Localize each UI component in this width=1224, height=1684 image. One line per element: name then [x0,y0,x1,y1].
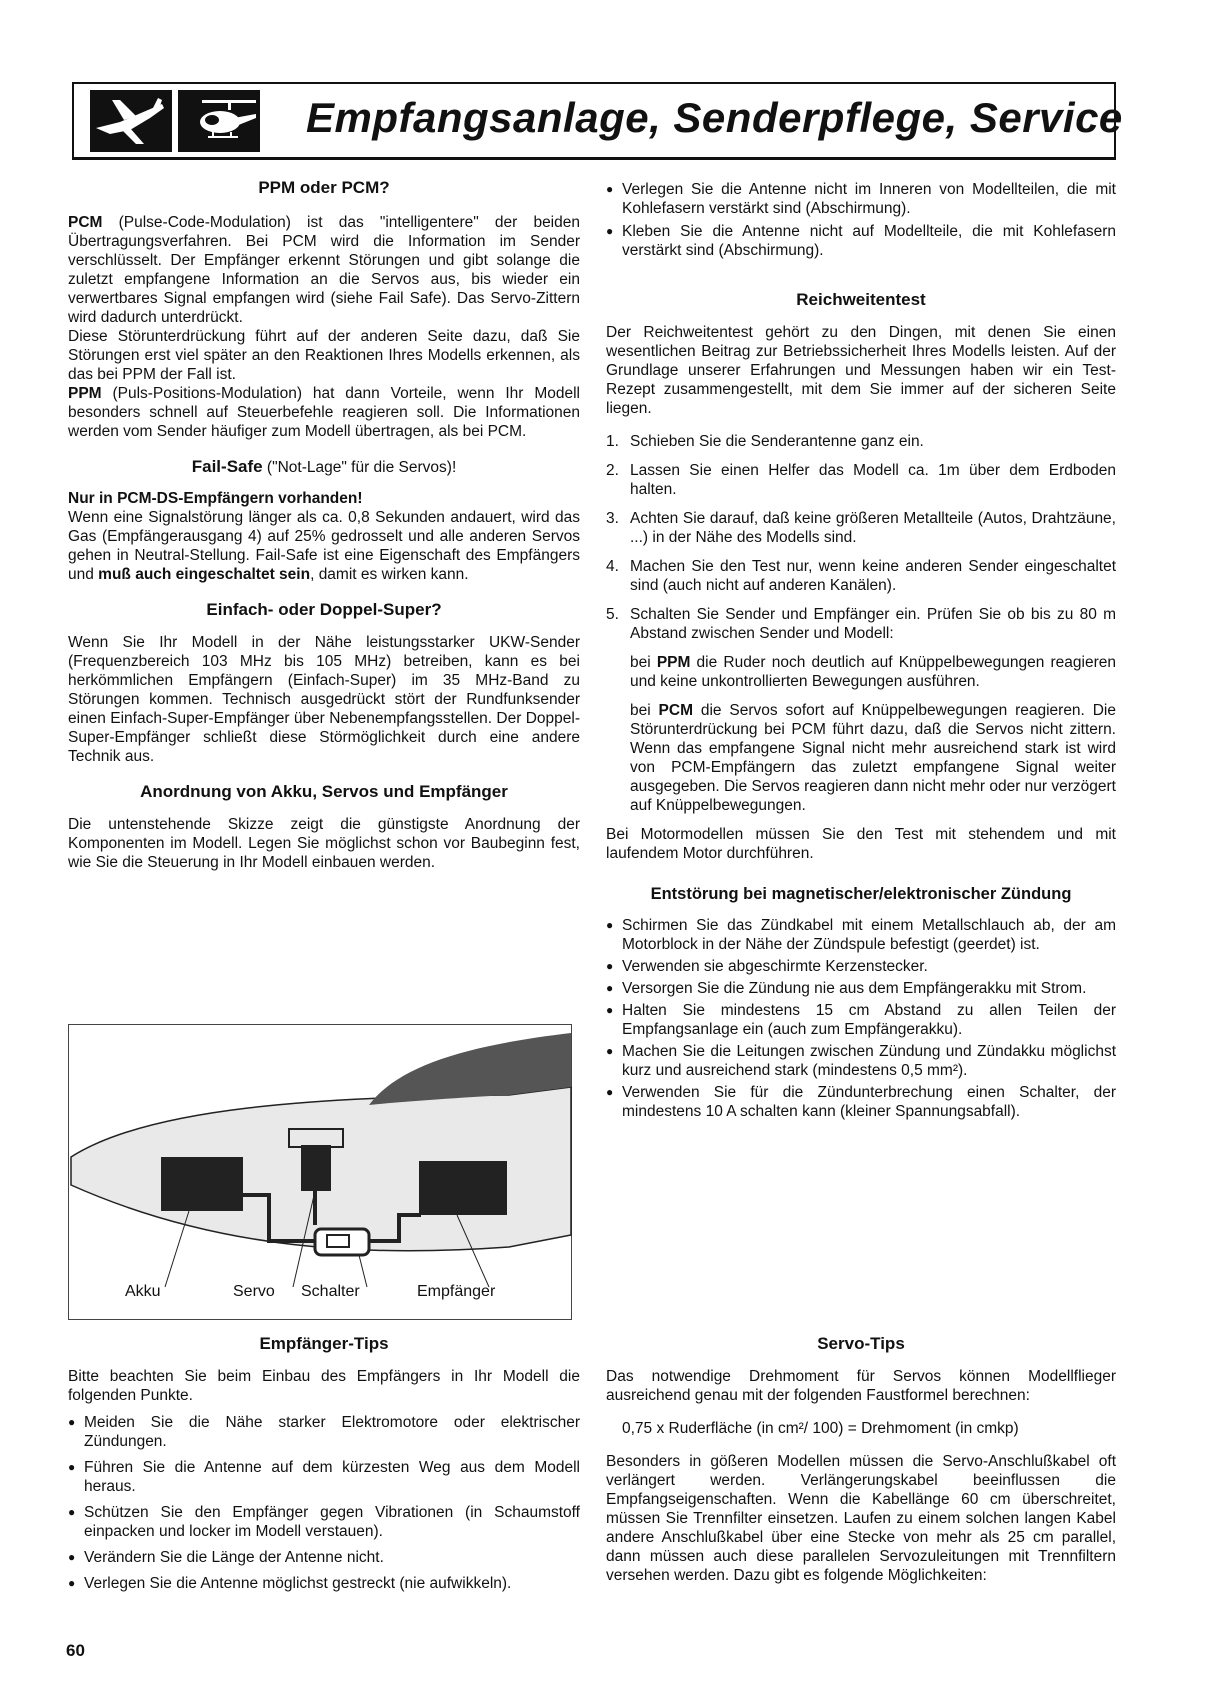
servo-block [301,1145,331,1191]
tips-item-4: ● Verändern Sie die Länge der Antenne nicht. [68,1548,580,1567]
tips-item-1: ● Meiden Sie die Nähe starker Elektromotore oder elektrischer Zündungen. [68,1413,580,1451]
motor-paragraph: Bei Motormodellen müssen Sie den Test mit stehendem und mit laufendem Motor durchführen. [606,826,1116,862]
airplane-icon [90,90,172,152]
section-heading-failsafe [68,457,580,477]
failsafe-bold-text: muß auch eingeschaltet sein [98,566,311,583]
pcm-bold: PCM [658,702,693,719]
super-paragraph: Wenn Sie Ihr Modell in der Nähe leistungsstarker UKW-Sender (Frequenzbereich 103 MHz bis 105 MHz) betreiben, kann es bei herkömmlichen Empfängern (Einfach-Super) im 35 MHz-Band zu Störungen kommen. Technisch ausgedrückt stört der Rundfunksender einen Einfach-Super-Empfänger über Nebenempfangsstellen. Der Doppel-Super-Empfänger schließt diese Störmöglichkeit durch eine andere Technik aus. [68,634,580,765]
receiver-block [419,1161,507,1215]
failsafe-rest: ("Not-Lage" für die Servos)! [262,459,457,476]
pcm-test-paragraph [606,701,1116,815]
ppm-pcm-paragraph-1 [68,213,580,327]
entstoerung-item-2: ● Verwenden sie abgeschirmte Kerzenstecker. [606,957,1116,976]
tips-item-5: ● Verlegen Sie die Antenne möglichst gestreckt (nie aufwikkeln). [68,1574,580,1593]
section-heading-servo: Servo-Tips [817,1334,905,1353]
step-4-text: Machen Sie den Test nur, wenn keine anderen Sender eingeschaltet sind (auch nicht auf anderen Kanälen). [630,558,1116,594]
entstoerung-item-5: ● Machen Sie die Leitungen zwischen Zündung und Zündakku möglichst kurz und ausreichend stark (mindestens 0,5 mm²). [606,1042,1116,1080]
step-4 [606,557,1116,595]
antenna-item-2: ● Kleben Sie die Antenne nicht auf Modellteile, die mit Kohlefasern verstärkt sind (Abschirmung). [606,222,1116,260]
tips-item-3: ● Schützen Sie den Empfänger gegen Vibrationen (in Schaumstoff einpacken und locker im Modell verstauen). [68,1503,580,1541]
anordnung-paragraph: Die untenstehende Skizze zeigt die günstigste Anordnung der Komponenten im Modell. Legen Sie möglichst schon vor Baubeginn fest, wie Sie die Steuerung in Ihr Modell einbauen werden. [68,816,580,871]
label-schalter: Schalter [301,1283,360,1300]
step-1-number: 1. [606,433,619,450]
step-1-text: Schieben Sie die Senderantenne ganz ein. [630,433,924,450]
fuselage-sketch [69,1025,573,1321]
ppm-pcm-paragraph-3 [68,384,580,441]
pcm-text: (Pulse-Code-Modulation) ist das "intelligentere" der beiden Übertragungsverfahren. Bei PCM wird die Information im Sender verschlüsselt. Der Empfänger erkennt Störungen und gibt solange die zuletzt empfangene Information an die Servos aus, bis wieder ein verwertbares Signal empfangen wird (siehe Fail Safe). Das Servo-Zittern wird dadurch unterdrückt. [68,214,580,326]
tips-intro: Bitte beachten Sie beim Einbau des Empfängers in Ihr Modell die folgenden Punkte. [68,1368,580,1404]
leader-schalter [359,1255,367,1287]
failsafe-bold: Fail-Safe [191,457,263,476]
page-title: Empfangsanlage, Senderpflege, Service [306,94,1123,141]
step-4-number: 4. [606,558,619,575]
servo-paragraph-2: Besonders in gößeren Modellen müssen die Servo-Anschlußkabel oft verlängert werden. Verlängerungskabel beeinflussen die Empfangseigenschaften. Wenn die Kabellänge 60 cm überschreitet, müssen Sie Trennfilter einsetzen. Laufen zu einem solchen langen Kabel andere Anschlußkabel über eine Stecke von mehr als 25 cm parallel, dann müssen auch diese parallelen Servozuleitungen mit Trennfiltern versehen werden. Dazu gibt es folgende Möglichkeiten: [606,1453,1116,1584]
section-heading-anordnung: Anordnung von Akku, Servos und Empfänger [140,782,508,801]
helicopter-icon [178,90,260,152]
ppm-pre: bei [630,654,657,671]
ppm-pcm-paragraph-2: Diese Störunterdrückung führt auf der anderen Seite dazu, daß Sie Störungen erst viel später an den Reaktionen Ihres Modells erkennen, als das bei PPM der Fall ist. [68,328,580,383]
section-heading-super: Einfach- oder Doppel-Super? [206,600,442,619]
entstoerung-list [606,916,1116,1121]
step-2-text: Lassen Sie einen Helfer das Modell ca. 1m über dem Erdboden halten. [630,462,1116,498]
failsafe-subheading: Nur in PCM-DS-Empfängern vorhanden! [68,490,363,507]
step-3 [606,509,1116,547]
failsafe-end: , damit es wirken kann. [310,566,469,583]
failsafe-text: Wenn eine Signalstörung länger als ca. 0,8 Sekunden andauert, wird das Gas (Empfängerausgang 4) auf 25% gedrosselt und alle anderen Servos gehen in Neutral-Stellung. Fail-Safe ist eine Eigenschaft des Empfängers und [68,509,580,583]
section-heading-entstoerung: Entstörung bei magnetischer/elektronischer Zündung [650,885,1072,903]
entstoerung-item-4: ● Halten Sie mindestens 15 cm Abstand zu allen Teilen der Empfangsanlage ein (auch zum Empfängerakku). [606,1001,1116,1039]
akku-block [161,1157,243,1211]
left-column-lower [68,1334,580,1593]
ppm-term: PPM [68,385,102,402]
step-5-text: Schalten Sie Sender und Empfänger ein. Prüfen Sie ob bis zu 80 m Abstand zwischen Sender und Modell: [630,606,1116,642]
section-heading-tips: Empfänger-Tips [259,1334,389,1353]
switch-block [315,1229,369,1255]
step-2 [606,461,1116,499]
label-akku: Akku [125,1283,161,1300]
tips-list [68,1413,580,1593]
pcm-term: PCM [68,214,103,231]
servo-paragraph-1: Das notwendige Drehmoment für Servos können Modellflieger ausreichend genau mit der folgenden Faustformel berechnen: [606,1368,1116,1404]
entstoerung-item-6: ● Verwenden Sie für die Zündunterbrechung einen Schalter, der mindestens 10 A schalten kann (kleiner Spannungsabfall). [606,1083,1116,1121]
page-number: 60 [66,1641,85,1660]
failsafe-paragraph [68,508,580,584]
tips-item-2: ● Führen Sie die Antenne auf dem kürzesten Weg aus dem Modell heraus. [68,1458,580,1496]
entstoerung-item-3: ● Versorgen Sie die Zündung nie aus dem Empfängerakku mit Strom. [606,979,1116,998]
right-column [606,180,1116,1121]
step-5 [606,605,1116,643]
entstoerung-item-1: ● Schirmen Sie das Zündkabel mit einem Metallschlauch ab, der am Motorblock in der Nähe der Zündspule befestigt (geerdet) ist. [606,916,1116,954]
ppm-text: (Puls-Positions-Modulation) hat dann Vorteile, wenn Ihr Modell besonders schnell auf Steuerbefehle reagieren soll. Die Informationen werden vom Sender häufiger zum Modell übertragen, als bei PCM. [68,385,580,440]
label-servo: Servo [233,1283,275,1300]
label-empfaenger: Empfänger [417,1283,496,1300]
step-3-number: 3. [606,510,619,527]
section-heading-ppm-pcm: PPM oder PCM? [258,178,390,197]
ppm-test-paragraph [606,653,1116,691]
step-5-number: 5. [606,606,619,623]
reichweite-intro: Der Reichweitentest gehört zu den Dingen, mit denen Sie einen wesentlichen Beitrag zur Betriebssicherheit Ihres Modells leisten. Auf der Grundlage unserer Erfahrungen und Messungen haben wir ein Test-Rezept zusammengestellt, mit dem Sie immer auf der sicheren Seite liegen. [606,324,1116,417]
component-layout-diagram [68,1024,572,1320]
antenna-item-1: ● Verlegen Sie die Antenne nicht im Inneren von Modellteilen, die mit Kohlefasern verstärkt sind (Abschirmung). [606,180,1116,218]
section-heading-reichweite: Reichweitentest [796,290,926,309]
step-2-number: 2. [606,462,619,479]
ppm-test-text: die Ruder noch deutlich auf Knüppelbewegungen reagieren und keine unkontrollierten Bewegungen ausführen. [630,654,1116,690]
ppm-bold: PPM [656,654,691,671]
reichweite-steps [606,432,1116,643]
step-1 [606,432,1116,451]
pcm-pre: bei [630,702,659,719]
servo-formula: 0,75 x Ruderfläche (in cm²/ 100) = Drehmoment (in cmkp) [622,1420,1019,1437]
pcm-test-text: die Servos sofort auf Knüppelbewegungen reagieren. Die Störunterdrückung bei PCM führt dazu, daß die Servos nicht zittern. Wenn das empfangene Signal nicht mehr ausreichend stark ist wird von PCM-Empfängern das zuletzt empfangene Signal weiter ausgegeben. Die Servos reagieren dann nicht mehr oder nur verzögert auf Knüppelbewegungen. [630,702,1116,814]
step-3-text: Achten Sie darauf, daß keine größeren Metallteile (Autos, Drahtzäune, ...) in der Nähe des Modells sind. [630,510,1116,546]
header-banner [72,82,1123,160]
right-column-lower [606,1334,1116,1585]
left-column [68,178,580,872]
